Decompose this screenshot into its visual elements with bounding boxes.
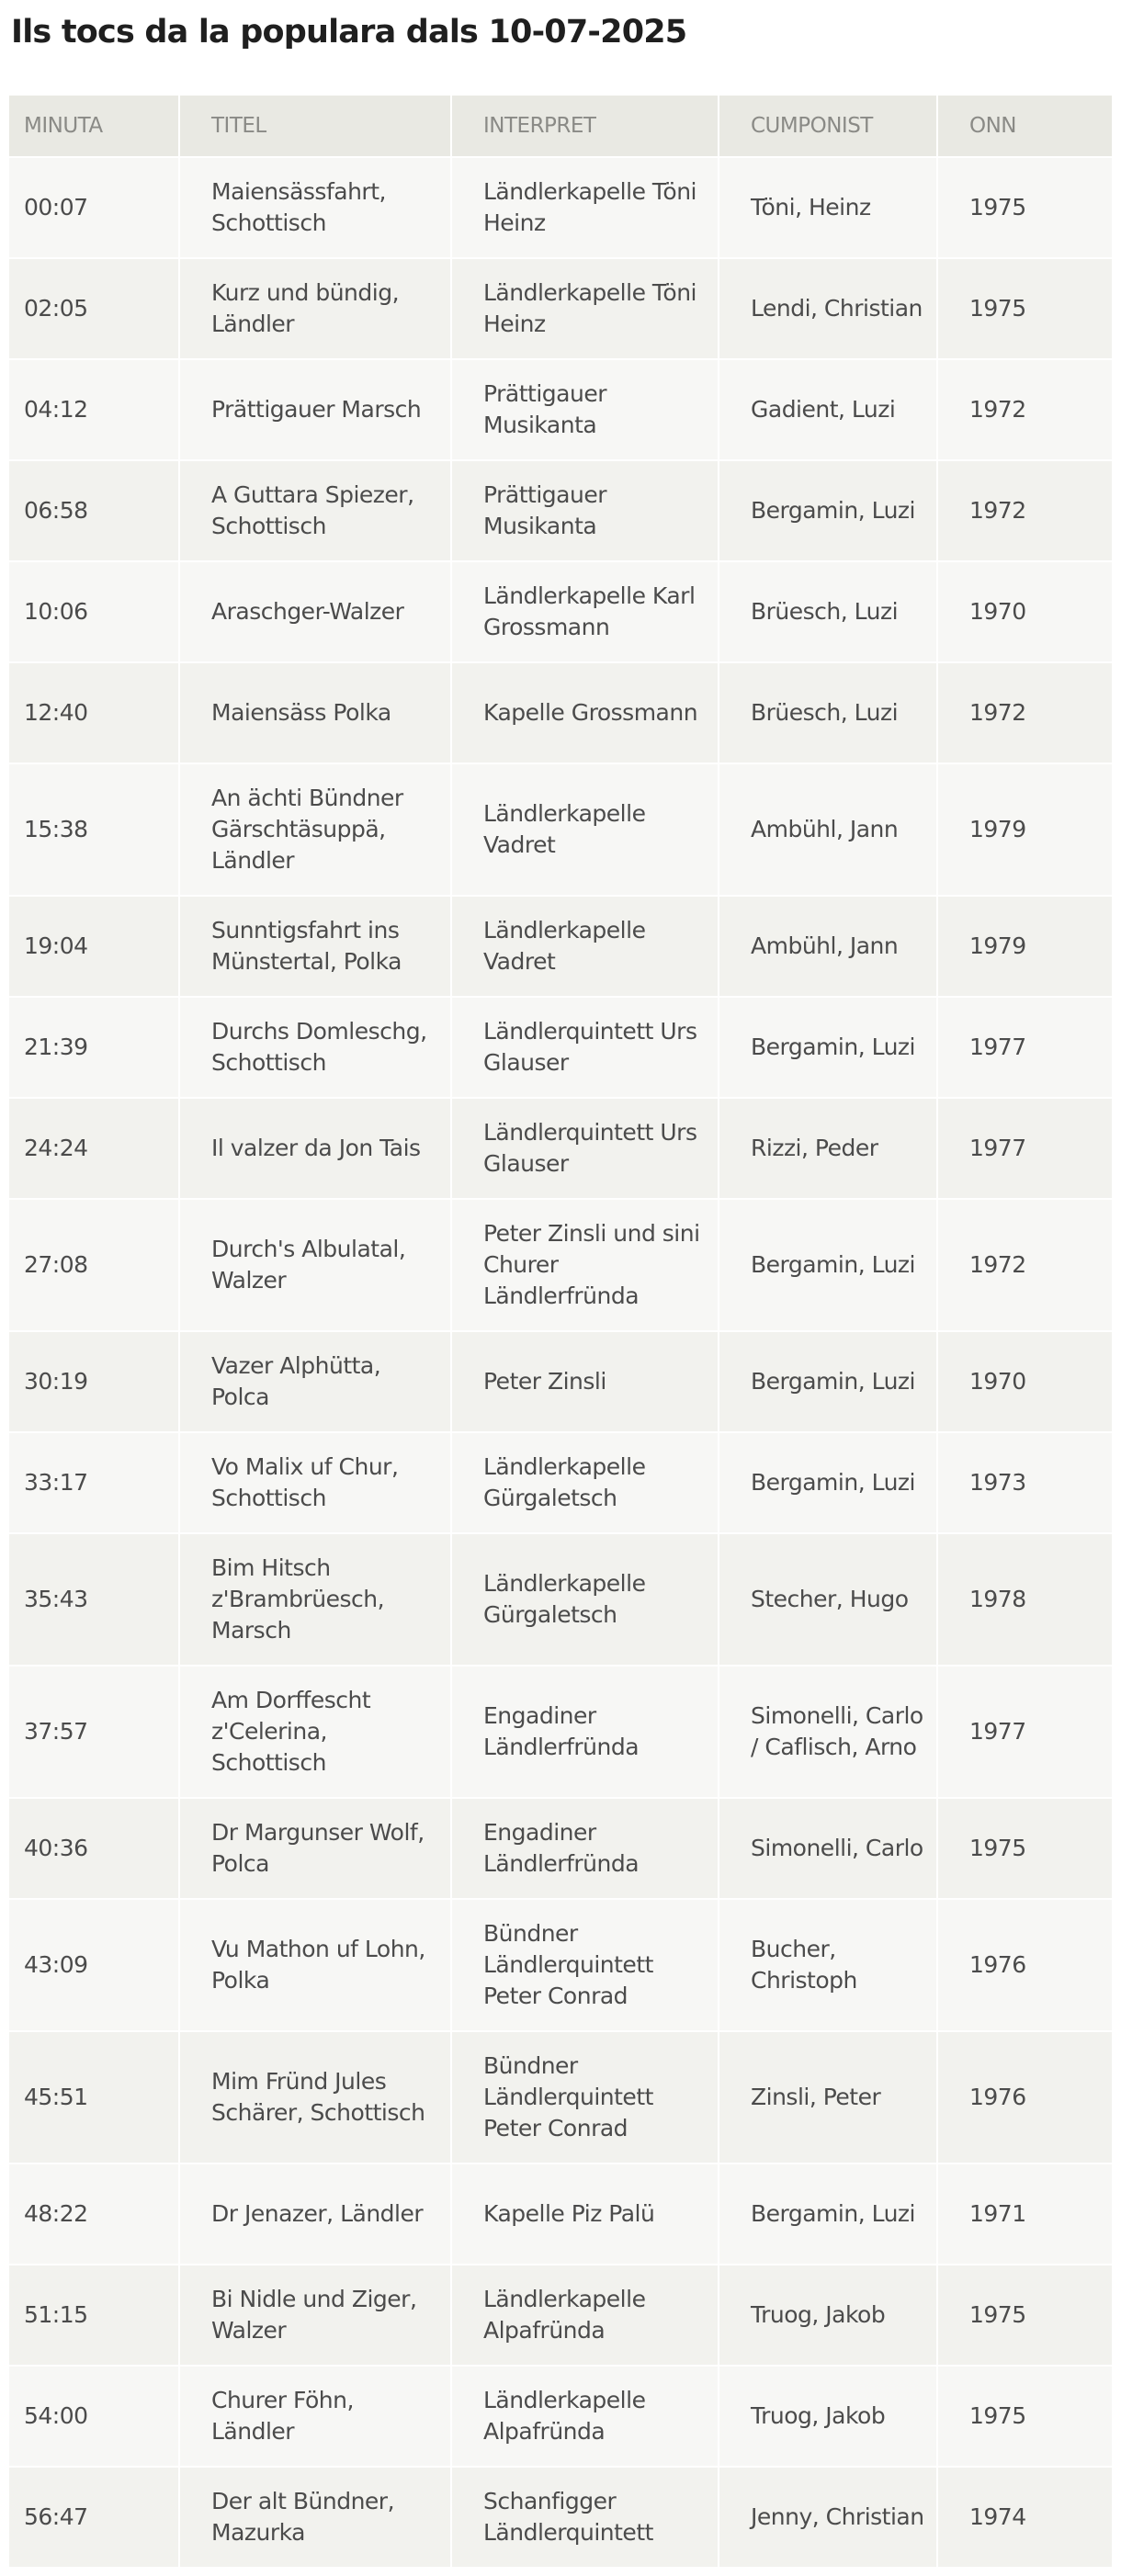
cell-minuta: 04:12 (9, 358, 180, 459)
cell-onn: 1972 (938, 661, 1112, 763)
cell-interpret: Ländlerkapelle Alpafründa (452, 2264, 719, 2365)
column-header-interpret: INTERPRET (452, 96, 719, 156)
cell-minuta: 56:47 (9, 2466, 180, 2567)
cell-cumponist: Truog, Jakob (719, 2365, 938, 2466)
table-row (9, 895, 1112, 996)
table-row (9, 459, 1112, 560)
table-row (9, 2163, 1112, 2264)
cell-titel: Maiensässfahrt, Schottisch (180, 156, 452, 257)
table-row (9, 1898, 1112, 2030)
cell-cumponist: Bergamin, Luzi (719, 1330, 938, 1431)
table-row (9, 1198, 1112, 1330)
cell-minuta: 40:36 (9, 1797, 180, 1898)
cell-interpret: Ländlerquintett Urs Glauser (452, 1097, 719, 1198)
cell-cumponist: Brüesch, Luzi (719, 661, 938, 763)
table-row (9, 1665, 1112, 1797)
cell-cumponist: Simonelli, Carlo / Caflisch, Arno (719, 1665, 938, 1797)
cell-cumponist: Ambühl, Jann (719, 763, 938, 895)
table-row (9, 996, 1112, 1097)
cell-interpret: Kapelle Grossmann (452, 661, 719, 763)
cell-cumponist: Bergamin, Luzi (719, 2163, 938, 2264)
cell-titel: Churer Föhn, Ländler (180, 2365, 452, 2466)
cell-cumponist: Rizzi, Peder (719, 1097, 938, 1198)
cell-onn: 1978 (938, 1532, 1112, 1665)
cell-cumponist: Simonelli, Carlo (719, 1797, 938, 1898)
cell-titel: Maiensäss Polka (180, 661, 452, 763)
cell-minuta: 10:06 (9, 560, 180, 661)
cell-cumponist: Bergamin, Luzi (719, 996, 938, 1097)
cell-minuta: 54:00 (9, 2365, 180, 2466)
cell-interpret: Bündner Ländlerquintett Peter Conrad (452, 1898, 719, 2030)
cell-interpret: Ländlerkapelle Töni Heinz (452, 156, 719, 257)
cell-interpret: Schanfigger Ländlerquintett (452, 2466, 719, 2567)
cell-onn: 1975 (938, 156, 1112, 257)
cell-onn: 1977 (938, 996, 1112, 1097)
cell-interpret: Ländlerkapelle Vadret (452, 895, 719, 996)
cell-cumponist: Brüesch, Luzi (719, 560, 938, 661)
cell-onn: 1970 (938, 1330, 1112, 1431)
table-row (9, 763, 1112, 895)
cell-titel: Il valzer da Jon Tais (180, 1097, 452, 1198)
cell-titel: Araschger-Walzer (180, 560, 452, 661)
cell-cumponist: Truog, Jakob (719, 2264, 938, 2365)
cell-onn: 1973 (938, 1431, 1112, 1532)
cell-cumponist: Bergamin, Luzi (719, 1431, 938, 1532)
column-header-titel: TITEL (180, 96, 452, 156)
cell-interpret: Engadiner Ländlerfründa (452, 1665, 719, 1797)
cell-titel: Vo Malix uf Chur, Schottisch (180, 1431, 452, 1532)
cell-interpret: Bündner Ländlerquintett Peter Conrad (452, 2030, 719, 2163)
cell-interpret: Ländlerkapelle Alpafründa (452, 2365, 719, 2466)
cell-minuta: 48:22 (9, 2163, 180, 2264)
cell-cumponist: Stecher, Hugo (719, 1532, 938, 1665)
table-row (9, 2466, 1112, 2567)
cell-onn: 1972 (938, 358, 1112, 459)
cell-onn: 1977 (938, 1097, 1112, 1198)
column-header-cumponist: CUMPONIST (719, 96, 938, 156)
cell-interpret: Ländlerkapelle Karl Grossmann (452, 560, 719, 661)
cell-minuta: 19:04 (9, 895, 180, 996)
cell-titel: Bim Hitsch z'Brambrüesch, Marsch (180, 1532, 452, 1665)
cell-minuta: 12:40 (9, 661, 180, 763)
table-row (9, 257, 1112, 358)
column-header-minuta: MINUTA (9, 96, 180, 156)
cell-titel: Prättigauer Marsch (180, 358, 452, 459)
table-row (9, 661, 1112, 763)
cell-titel: Durchs Domleschg, Schottisch (180, 996, 452, 1097)
cell-onn: 1972 (938, 1198, 1112, 1330)
cell-cumponist: Töni, Heinz (719, 156, 938, 257)
cell-onn: 1977 (938, 1665, 1112, 1797)
table-row (9, 1097, 1112, 1198)
table-body (9, 156, 1112, 2567)
cell-minuta: 43:09 (9, 1898, 180, 2030)
cell-titel: Vu Mathon uf Lohn, Polka (180, 1898, 452, 2030)
cell-interpret: Prättigauer Musikanta (452, 358, 719, 459)
cell-onn: 1975 (938, 2365, 1112, 2466)
cell-minuta: 33:17 (9, 1431, 180, 1532)
cell-minuta: 51:15 (9, 2264, 180, 2365)
table-row (9, 1797, 1112, 1898)
cell-interpret: Peter Zinsli (452, 1330, 719, 1431)
cell-onn: 1975 (938, 1797, 1112, 1898)
cell-onn: 1975 (938, 2264, 1112, 2365)
cell-minuta: 06:58 (9, 459, 180, 560)
table-row (9, 1532, 1112, 1665)
cell-titel: Bi Nidle und Ziger, Walzer (180, 2264, 452, 2365)
cell-interpret: Engadiner Ländlerfründa (452, 1797, 719, 1898)
cell-interpret: Ländlerkapelle Töni Heinz (452, 257, 719, 358)
header-row (9, 96, 1112, 156)
cell-onn: 1975 (938, 257, 1112, 358)
cell-cumponist: Bucher, Christoph (719, 1898, 938, 2030)
cell-titel: A Guttara Spiezer, Schottisch (180, 459, 452, 560)
table-row (9, 2365, 1112, 2466)
cell-onn: 1971 (938, 2163, 1112, 2264)
cell-titel: Am Dorffescht z'Celerina, Schottisch (180, 1665, 452, 1797)
cell-interpret: Kapelle Piz Palü (452, 2163, 719, 2264)
cell-titel: Mim Fründ Jules Schärer, Schottisch (180, 2030, 452, 2163)
table-row (9, 1330, 1112, 1431)
cell-cumponist: Gadient, Luzi (719, 358, 938, 459)
cell-titel: Kurz und bündig, Ländler (180, 257, 452, 358)
cell-cumponist: Ambühl, Jann (719, 895, 938, 996)
cell-minuta: 27:08 (9, 1198, 180, 1330)
table-row (9, 358, 1112, 459)
cell-minuta: 35:43 (9, 1532, 180, 1665)
cell-titel: An ächti Bündner Gärschtäsuppä, Ländler (180, 763, 452, 895)
cell-onn: 1979 (938, 763, 1112, 895)
table-row (9, 1431, 1112, 1532)
cell-minuta: 37:57 (9, 1665, 180, 1797)
page-title: Ils tocs da la populara dals 10-07-2025 (11, 14, 687, 51)
cell-cumponist: Jenny, Christian (719, 2466, 938, 2567)
table-row (9, 156, 1112, 257)
cell-onn: 1974 (938, 2466, 1112, 2567)
cell-interpret: Ländlerkapelle Gürgaletsch (452, 1431, 719, 1532)
table-row (9, 2264, 1112, 2365)
column-header-onn: ONN (938, 96, 1112, 156)
cell-cumponist: Zinsli, Peter (719, 2030, 938, 2163)
cell-minuta: 45:51 (9, 2030, 180, 2163)
cell-cumponist: Bergamin, Luzi (719, 459, 938, 560)
playlist-table (9, 96, 1112, 2567)
cell-cumponist: Bergamin, Luzi (719, 1198, 938, 1330)
cell-titel: Dr Margunser Wolf, Polca (180, 1797, 452, 1898)
cell-minuta: 21:39 (9, 996, 180, 1097)
table-header (9, 96, 1112, 156)
cell-onn: 1976 (938, 1898, 1112, 2030)
cell-minuta: 30:19 (9, 1330, 180, 1431)
cell-interpret: Prättigauer Musikanta (452, 459, 719, 560)
cell-cumponist: Lendi, Christian (719, 257, 938, 358)
cell-interpret: Ländlerquintett Urs Glauser (452, 996, 719, 1097)
cell-titel: Der alt Bündner, Mazurka (180, 2466, 452, 2567)
cell-minuta: 15:38 (9, 763, 180, 895)
cell-onn: 1979 (938, 895, 1112, 996)
cell-interpret: Ländlerkapelle Vadret (452, 763, 719, 895)
cell-titel: Sunntigsfahrt ins Münstertal, Polka (180, 895, 452, 996)
cell-minuta: 24:24 (9, 1097, 180, 1198)
cell-titel: Durch's Albulatal, Walzer (180, 1198, 452, 1330)
cell-onn: 1972 (938, 459, 1112, 560)
cell-onn: 1976 (938, 2030, 1112, 2163)
cell-interpret: Ländlerkapelle Gürgaletsch (452, 1532, 719, 1665)
cell-interpret: Peter Zinsli und sini Churer Ländlerfründa (452, 1198, 719, 1330)
cell-minuta: 02:05 (9, 257, 180, 358)
cell-titel: Vazer Alphütta, Polca (180, 1330, 452, 1431)
table-row (9, 560, 1112, 661)
cell-minuta: 00:07 (9, 156, 180, 257)
table-row (9, 2030, 1112, 2163)
cell-titel: Dr Jenazer, Ländler (180, 2163, 452, 2264)
cell-onn: 1970 (938, 560, 1112, 661)
